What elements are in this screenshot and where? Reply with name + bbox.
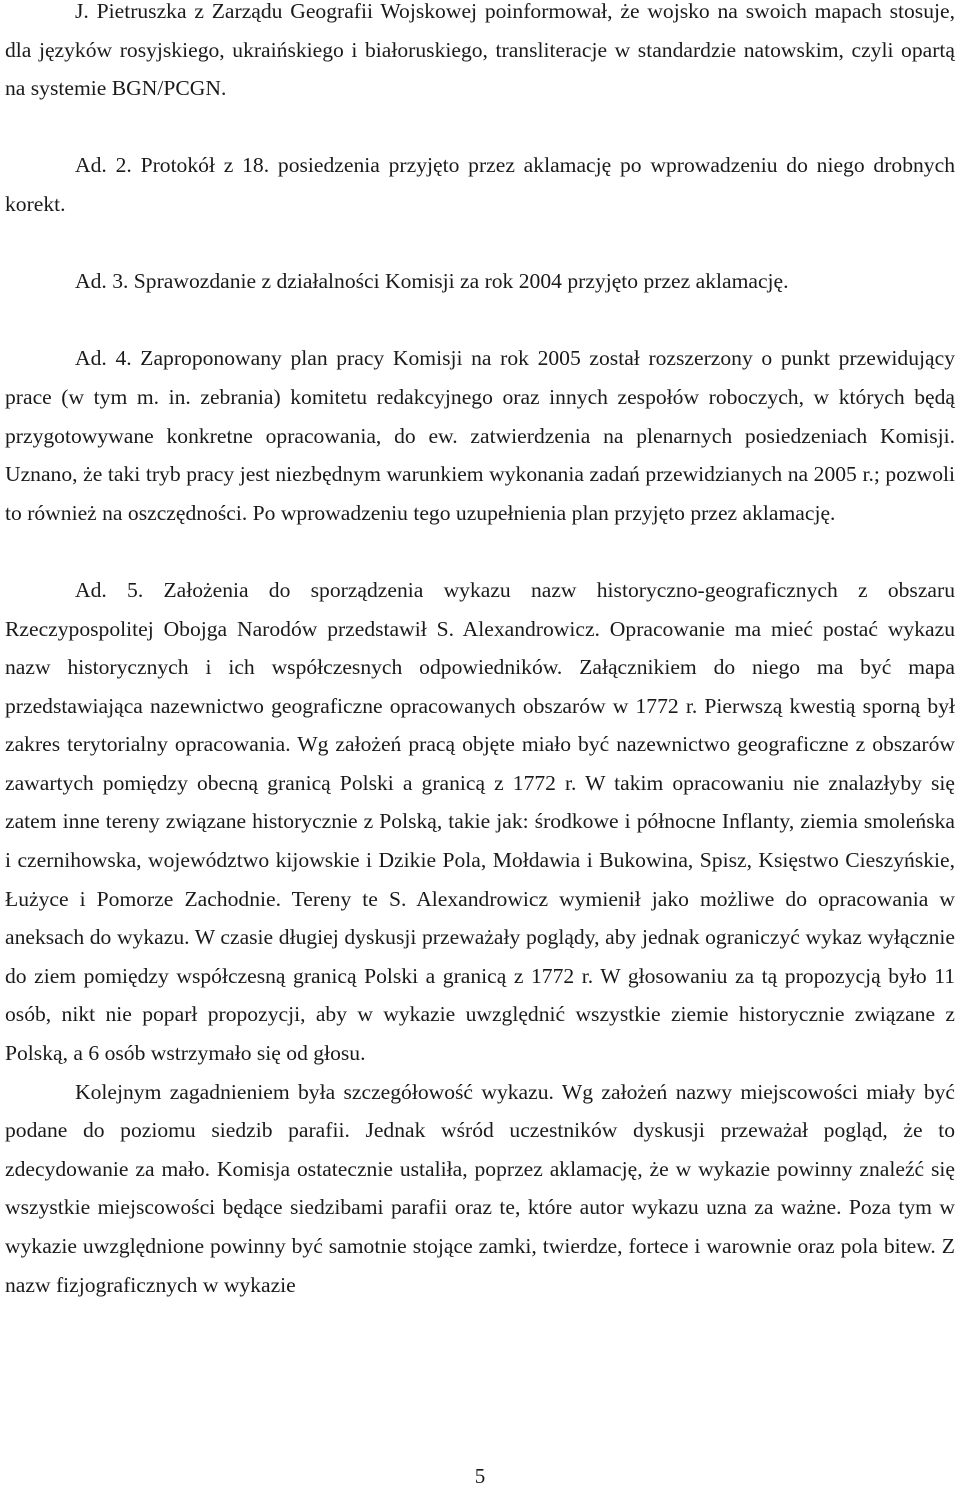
paragraph-ad-4: Ad. 4. Zaproponowany plan pracy Komisji na rok 2005 został rozszerzony o punkt przewidujący prace (w tym m. in. zebrania) komitetu redakcyjnego oraz innych zespołów roboczych, w których będą przygotowywane konkretne opracowania, do ew. zatwierdzenia na plenarnych posiedzeniach Komisji. Uznano, że taki tryb pracy jest niezbędnym warunkiem wykonania zadań przewidzianych na 2005 r.; pozwoli to również na oszczędności. Po wprowadzeniu tego uzupełnienia plan przyjęto przez aklamację. (5, 346, 955, 525)
paragraph-szczegolowosc: Kolejnym zagadnieniem była szczegółowość wykazu. Wg założeń nazwy miejscowości miały być podane do poziomu siedzib parafii. Jednak wśród uczestników dyskusji przeważał pogląd, że to zdecydowanie za mało. Komisja ostatecznie ustaliła, poprzez aklamację, że w wykazie powinny znaleźć się wszystkie miejscowości będące siedzibami parafii oraz te, które autor wykazu uzna za ważne. Poza tym w wykazie uwzględnione powinny być samotnie stojące zamki, twierdze, fortece i warownie oraz pola bitew. Z nazw fizjograficznych w wykazie (5, 1079, 955, 1297)
document-page (5, 0, 955, 1304)
paragraph-ad-5: Ad. 5. Założenia do sporządzenia wykazu nazw historyczno-geograficznych z obszaru Rzeczypospolitej Obojga Narodów przedstawił S. Alexandrowicz. Opracowanie ma mieć postać wykazu nazw historycznych i ich współczesnych odpowiedników. Załącznikiem do niego ma być mapa przedstawiająca nazewnictwo geograficzne opracowanych obszarów w 1772 r. Pierwszą kwestią sporną był zakres terytorialny opracowania. Wg założeń pracą objęte miało być nazewnictwo geograficzne z obszarów zawartych pomiędzy obecną granicą Polski a granicą z 1772 r. W takim opracowaniu nie znalazłyby się zatem inne tereny związane historycznie z Polską, takie jak: środkowe i północne Inflanty, ziemia smoleńska i czernihowska, województwo kijowskie i Dzikie Pola, Mołdawia i Bukowina, Spisz, Księstwo Cieszyńskie, Łużyce i Pomorze Zachodnie. Tereny te S. Alexandrowicz wymienił jako możliwe do opracowania w aneksach do wykazu. W czasie długiej dyskusji przeważały poglądy, aby jednak ograniczyć wykaz wyłącznie do ziem pomiędzy współczesną granicą Polski a granicą z 1772 r. W głosowaniu za tą propozycją było 11 osób, nikt nie poparł propozycji, aby w wykazie uwzględnić wszystkie ziemie historycznie związane z Polską, a 6 osób wstrzymało się od głosu. (5, 577, 955, 1066)
paragraph-ad-2: Ad. 2. Protokół z 18. posiedzenia przyjęto przez aklamację po wprowadzeniu do niego drobnych korekt. (5, 153, 955, 216)
page-number: 5 (474, 1464, 486, 1488)
paragraph-ad-3: Ad. 3. Sprawozdanie z działalności Komisji za rok 2004 przyjęto przez aklamację. (75, 269, 789, 294)
paragraph-transliteration: J. Pietruszka z Zarządu Geografii Wojskowej poinformował, że wojsko na swoich mapach stosuje, dla języków rosyjskiego, ukraińskiego i białoruskiego, transliteracje w standardzie natowskim, czyli opartą na systemie BGN/PCGN. (5, 0, 955, 101)
